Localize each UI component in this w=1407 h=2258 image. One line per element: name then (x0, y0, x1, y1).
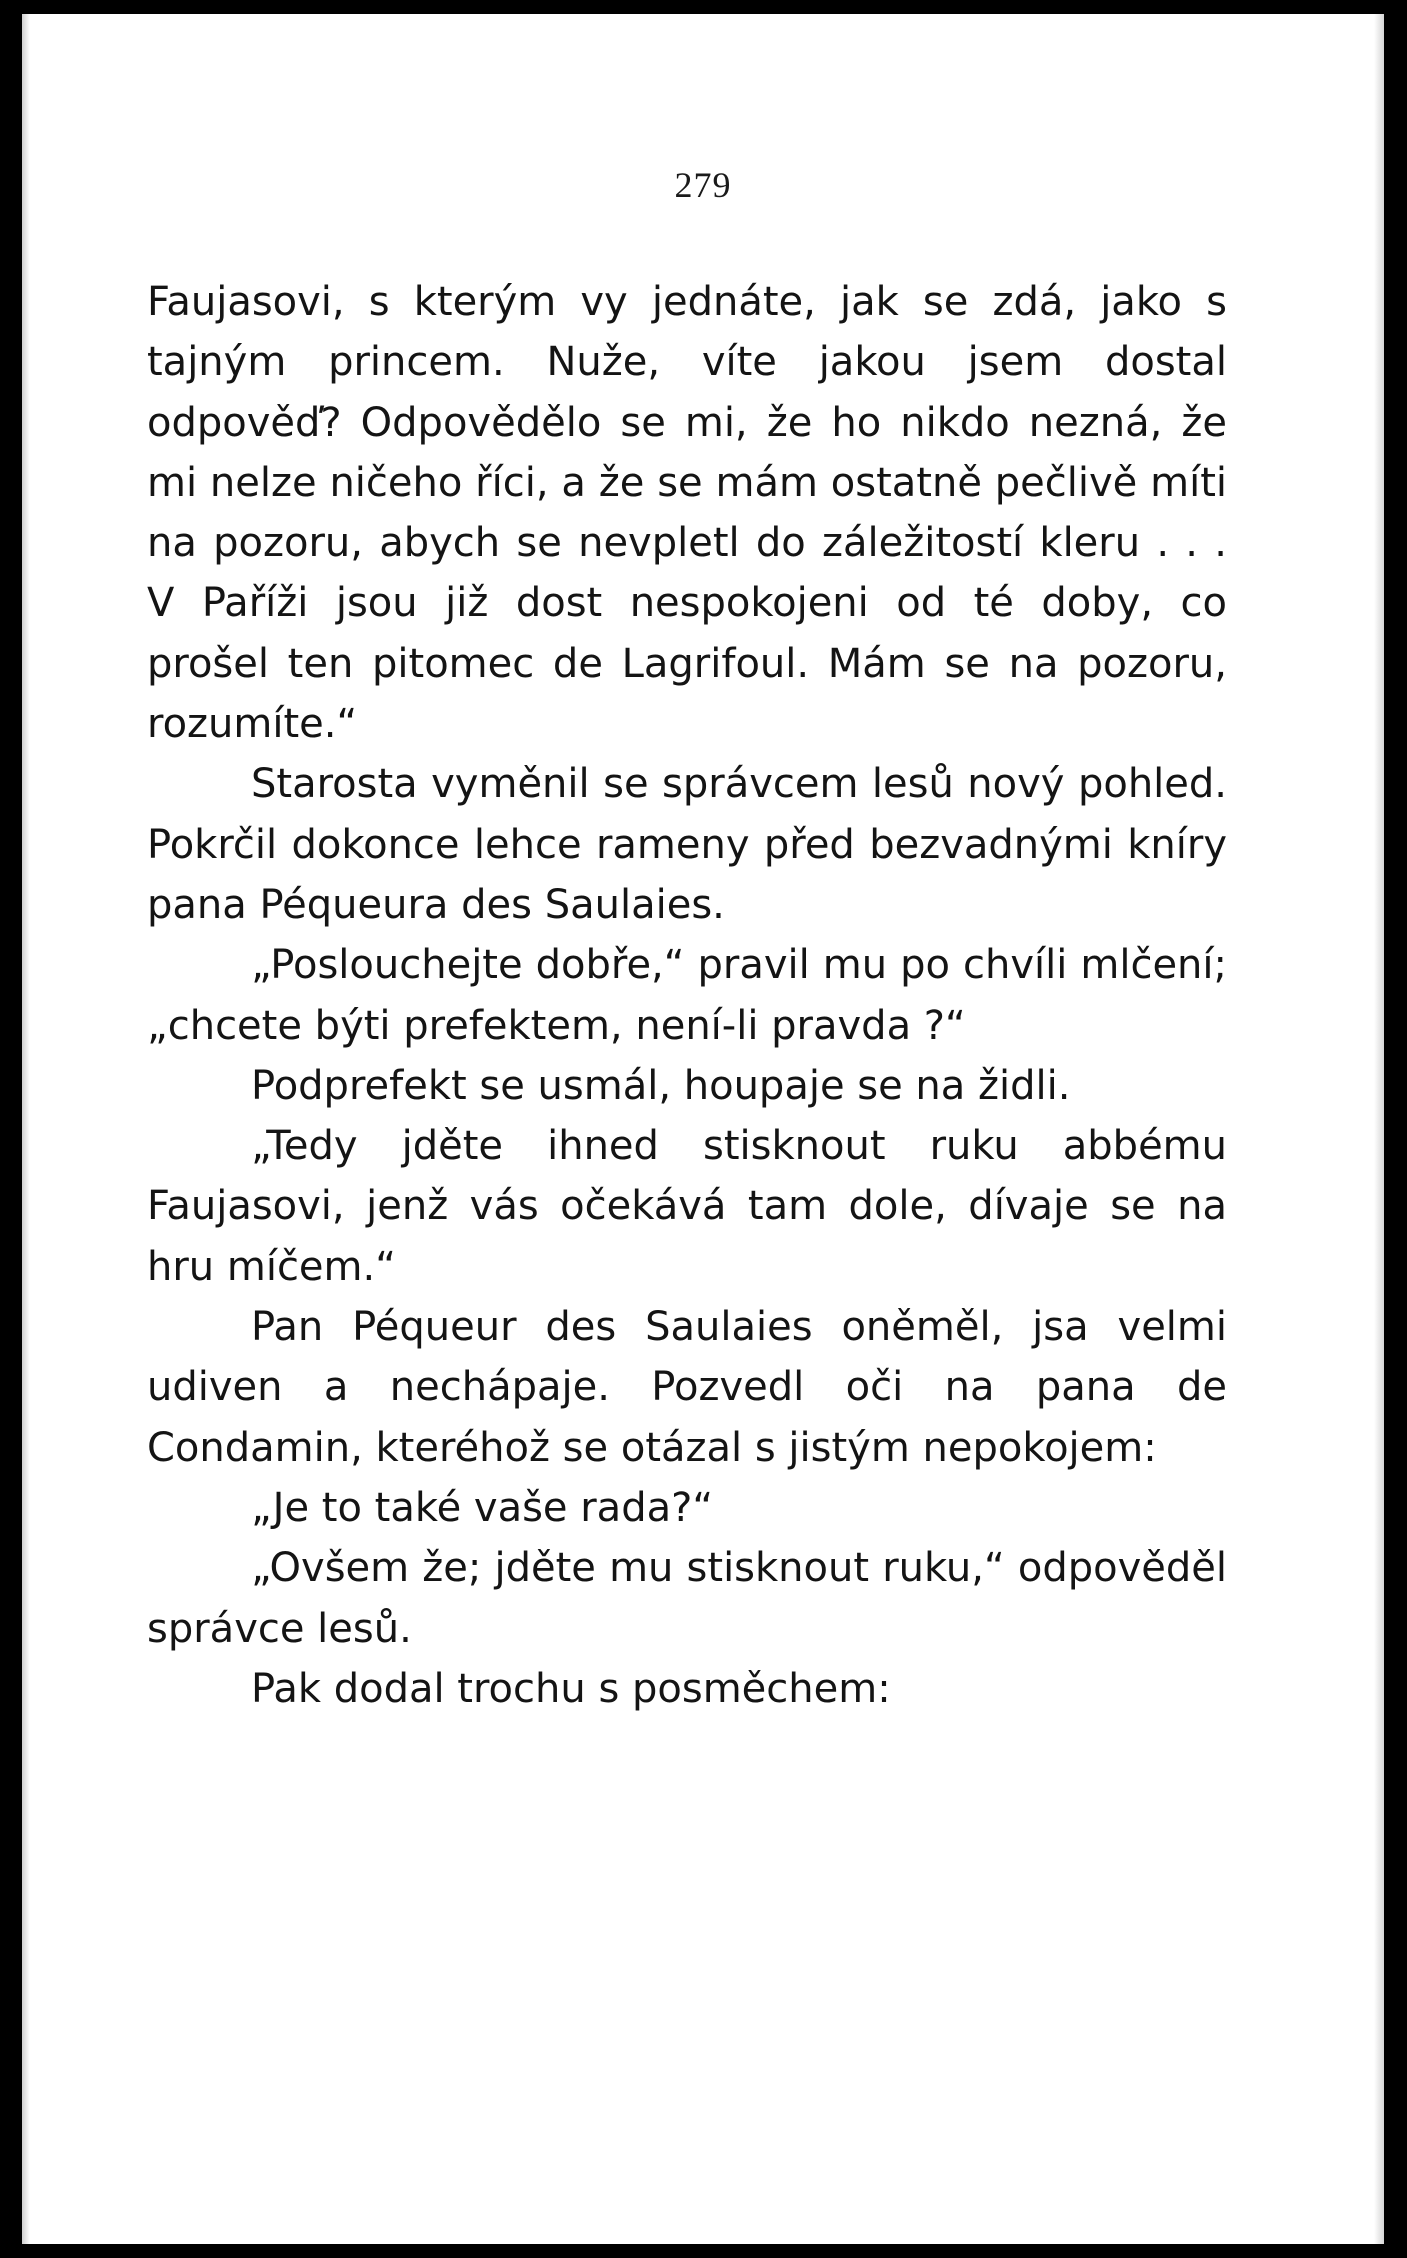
paragraph: „Poslouchejte dobře,“ pravil mu po chvíli mlčení; „chcete býti prefektem, není-li pravda ?“ (147, 942, 1227, 1049)
scan-shadow-right (1374, 14, 1384, 2244)
paragraph: Starosta vyměnil se správcem lesů nový pohled. Pokrčil dokonce lehce rameny před bezvadnými kníry pana Péqueura des Saulaies. (147, 761, 1227, 928)
body-text (147, 272, 1227, 1719)
paragraph: Pan Péqueur des Saulaies oněměl, jsa velmi udiven a nechápaje. Pozvedl oči na pana de Condamin, kteréhož se otázal s jistým nepokojem: (147, 1304, 1227, 1471)
scan-shadow-left (22, 14, 30, 2244)
paragraph: „Ovšem že; jděte mu stisknout ruku,“ odpověděl správce lesů. (147, 1545, 1227, 1652)
paragraph: Podprefekt se usmál, houpaje se na židli. (251, 1062, 1071, 1109)
page-number: 279 (674, 165, 732, 205)
paragraph: „Je to také vaše rada?“ (251, 1484, 714, 1531)
paragraph: Faujasovi, s kterým vy jednáte, jak se zdá, jako s tajným princem. Nuže, víte jakou jsem dostal odpověď? Odpovědělo se mi, že ho nikdo nezná, že mi nelze ničeho říci, a že se mám ostatně pečlivě míti na pozoru, abych se nevpletl do záležitostí kleru . . . V Paříži jsou již dost nespokojeni od té doby, co prošel ten pitomec de Lagrifoul. Mám se na pozoru, rozumíte.“ (147, 279, 1227, 748)
paragraph: „Tedy jděte ihned stisknout ruku abbému Faujasovi, jenž vás očekává tam dole, dívaje se na hru míčem.“ (147, 1123, 1227, 1290)
paragraph: Pak dodal trochu s posměchem: (251, 1665, 891, 1712)
book-page (22, 14, 1384, 2244)
